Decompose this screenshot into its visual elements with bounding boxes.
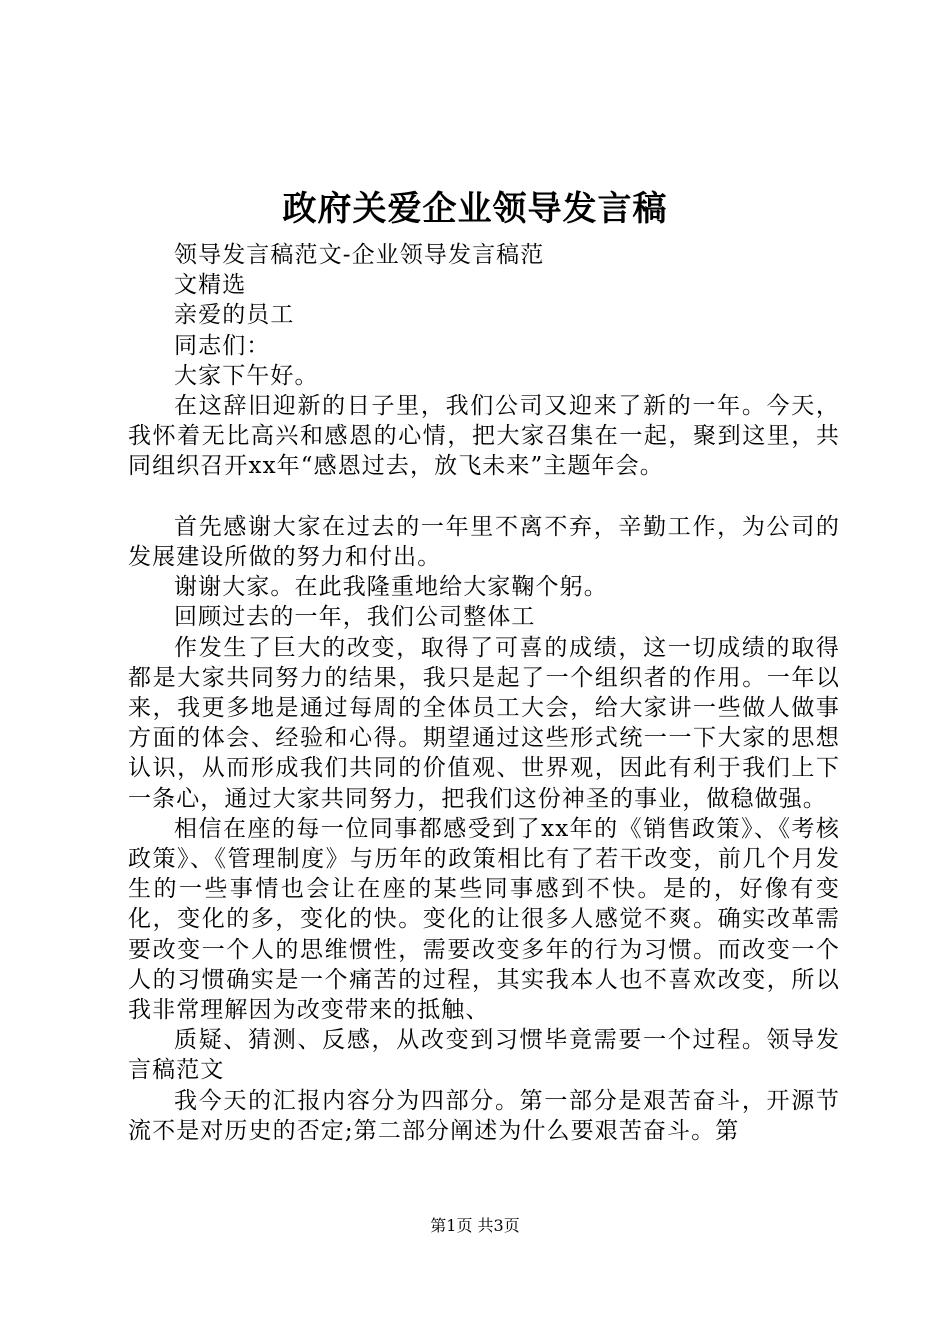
paragraph: 回顾过去的一年，我们公司整体工: [174, 604, 536, 631]
document-title: 政府关爱企业领导发言稿: [282, 189, 668, 229]
paragraph-spacer: [128, 482, 840, 512]
paragraph: 同志们：: [174, 332, 271, 359]
paragraph: 谢谢大家。在此我隆重地给大家鞠个躬。: [174, 574, 608, 601]
page-number: 第1页 共3页: [430, 1216, 520, 1235]
paragraph: 大家下午好。: [174, 362, 319, 389]
paragraph: 相信在座的每一位同事都感受到了xx年的《销售政策》、《考核政策》、《管理制度》与历年的政策相比有了若干改变，前几个月发生的一些事情也会让在座的某些同事感到不快。是的，好像有变化，变化的多，变化的快。变化的让很多人感觉不爽。确实改革需要改变一个人的思维惯性，需要改变多年的行为习惯。而改变一个人的习惯确实是一个痛苦的过程，其实我本人也不喜欢改变，所以我非常理解因为改变带来的抵触、: [128, 815, 840, 1024]
paragraph: 文精选: [174, 272, 247, 299]
paragraph: 领导发言稿范文-企业领导发言稿范: [174, 242, 545, 268]
paragraph: 质疑、猜测、反感，从改变到习惯毕竟需要一个过程。领导发言稿范文: [128, 1027, 840, 1084]
document-body: [128, 240, 840, 1146]
paragraph: 我今天的汇报内容分为四部分。第一部分是艰苦奋斗，开源节流不是对历史的否定;第二部分阐述为什么要艰苦奋斗。第: [128, 1087, 840, 1144]
paragraph: 作发生了巨大的改变，取得了可喜的成绩，这一切成绩的取得都是大家共同努力的结果，我只是起了一个组织者的作用。一年以来，我更多地是通过每周的全体员工大会，给大家讲一些做人做事方面的体会、经验和心得。期望通过这些形式统一一下大家的思想认识，从而形成我们共同的价值观、世界观，因此有利于我们上下一条心，通过大家共同努力，把我们这份神圣的事业，做稳做强。: [128, 634, 840, 812]
paragraph: 首先感谢大家在过去的一年里不离不弃，辛勤工作，为公司的发展建设所做的努力和付出。: [128, 513, 840, 571]
paragraph: 亲爱的员工: [174, 302, 295, 329]
paragraph: 在这辞旧迎新的日子里，我们公司又迎来了新的一年。今天，我怀着无比高兴和感恩的心情，把大家召集在一起，聚到这里，共同组织召开xx年“感恩过去，放飞未来”主题年会。: [128, 393, 840, 480]
